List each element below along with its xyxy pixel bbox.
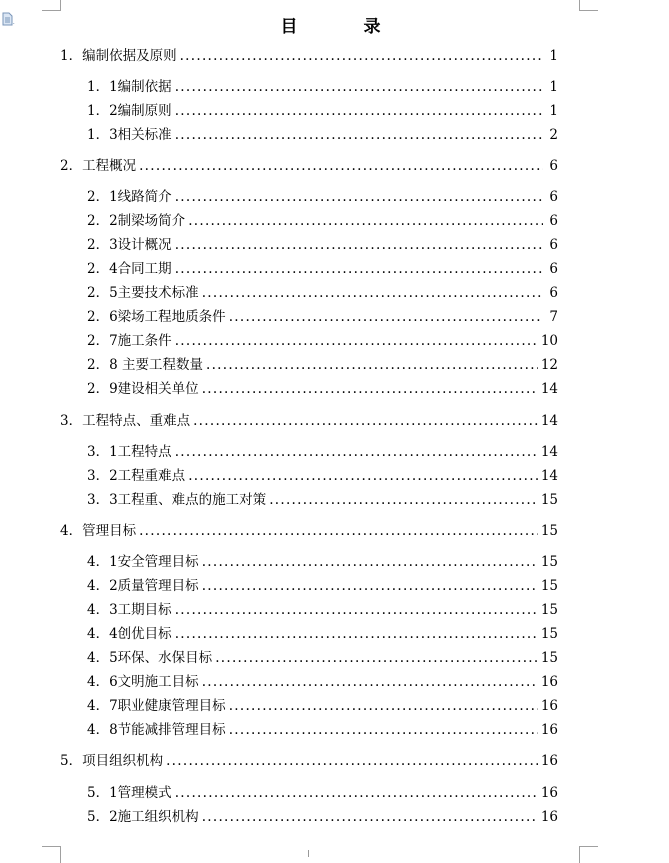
toc-entry-label: 2．2制梁场简介 <box>87 213 186 229</box>
toc-dot-leader <box>175 236 543 254</box>
toc-dot-leader <box>229 308 543 326</box>
toc-entry[interactable] <box>87 697 558 715</box>
toc-dot-leader <box>175 601 538 619</box>
toc-entry-page-number: 6 <box>549 261 558 277</box>
toc-dot-leader <box>202 577 538 595</box>
toc-dot-leader <box>202 553 538 571</box>
toc-entry-page-number: 16 <box>540 674 558 690</box>
toc-dot-leader <box>202 808 538 826</box>
toc-entry-label: 5．1管理模式 <box>87 785 172 801</box>
toc-entry[interactable] <box>87 126 558 144</box>
toc-entry-label: 2．9建设相关单位 <box>87 381 199 397</box>
toc-entry-label: 1．1编制依据 <box>87 79 172 95</box>
toc-dot-leader <box>175 260 543 278</box>
toc-dot-leader <box>175 126 543 144</box>
toc-entry-label: 4．8节能减排管理目标 <box>87 722 226 738</box>
toc-entry-page-number: 14 <box>540 444 558 460</box>
toc-dot-leader <box>175 443 538 461</box>
toc-entry-page-number: 14 <box>540 468 558 484</box>
toc-entry[interactable] <box>87 553 558 571</box>
toc-entry-page-number: 16 <box>540 753 558 769</box>
toc-entry-label: 4．7职业健康管理目标 <box>87 698 226 714</box>
toc-entry[interactable] <box>87 356 558 374</box>
toc-entry-page-number: 10 <box>540 333 558 349</box>
toc-entry[interactable] <box>60 157 558 175</box>
toc-entry[interactable] <box>87 332 558 350</box>
toc-entry-page-number: 6 <box>549 158 558 174</box>
toc-dot-leader <box>229 721 538 739</box>
toc-entry-page-number: 2 <box>549 127 558 143</box>
toc-entry-page-number: 6 <box>549 213 558 229</box>
toc-entry-page-number: 1 <box>549 103 558 119</box>
toc-entry-label: 2．5主要技术标准 <box>87 285 199 301</box>
toc-entry-label: 4．2质量管理目标 <box>87 578 199 594</box>
toc-entry-page-number: 12 <box>540 357 558 373</box>
toc-entry-page-number: 15 <box>540 650 558 666</box>
toc-dot-leader <box>188 212 543 230</box>
toc-entry-label: 2．3设计概况 <box>87 237 172 253</box>
toc-entry-page-number: 6 <box>549 285 558 301</box>
toc-entry[interactable] <box>87 236 558 254</box>
toc-entry-page-number: 16 <box>540 785 558 801</box>
toc-entry-label: 3．3工程重、难点的施工对策 <box>87 492 267 508</box>
toc-entry[interactable] <box>87 673 558 691</box>
toc-entry[interactable] <box>87 625 558 643</box>
toc-entry-page-number: 6 <box>549 189 558 205</box>
toc-dot-leader <box>166 752 538 770</box>
toc-entry[interactable] <box>87 577 558 595</box>
toc-dot-leader <box>215 649 538 667</box>
toc-entry-label: 3．1工程特点 <box>87 444 172 460</box>
toc-entry-label: 4．管理目标 <box>60 523 137 539</box>
toc-entry-page-number: 7 <box>549 309 558 325</box>
toc-entry-label: 2．工程概况 <box>60 158 137 174</box>
toc-entry-label: 3．工程特点、重难点 <box>60 413 191 429</box>
toc-entry[interactable] <box>87 380 558 398</box>
toc-entry[interactable] <box>60 522 558 540</box>
toc-entry[interactable] <box>87 601 558 619</box>
toc-entry-page-number: 1 <box>549 79 558 95</box>
toc-entry-page-number: 16 <box>540 809 558 825</box>
toc-entry[interactable] <box>87 808 558 826</box>
toc-entry-page-number: 15 <box>540 578 558 594</box>
toc-entry[interactable] <box>87 188 558 206</box>
toc-entry[interactable] <box>60 752 558 770</box>
toc-dot-leader <box>175 784 538 802</box>
toc-entry-label: 4．3工期目标 <box>87 602 172 618</box>
toc-dot-leader <box>175 332 538 350</box>
toc-dot-leader <box>202 284 543 302</box>
toc-entry[interactable] <box>87 308 558 326</box>
toc-entry[interactable] <box>87 443 558 461</box>
toc-entry-page-number: 16 <box>540 722 558 738</box>
toc-entry-label: 4．6文明施工目标 <box>87 674 199 690</box>
toc-entry[interactable] <box>87 212 558 230</box>
toc-entry-label: 4．1安全管理目标 <box>87 554 199 570</box>
toc-dot-leader <box>202 673 538 691</box>
toc-entry-label: 2．4合同工期 <box>87 261 172 277</box>
toc-dot-leader <box>175 625 538 643</box>
toc-entry-label: 4．5环保、水保目标 <box>87 650 213 666</box>
toc-dot-leader <box>175 102 543 120</box>
toc-entry-label: 1．编制依据及原则 <box>60 48 177 64</box>
page-footer-mark <box>308 850 309 857</box>
toc-entry-label: 2．1线路简介 <box>87 189 172 205</box>
toc-entry-page-number: 14 <box>540 413 558 429</box>
toc-entry-label: 1．3相关标准 <box>87 127 172 143</box>
toc-dot-leader <box>193 412 538 430</box>
toc-dot-leader <box>139 157 543 175</box>
toc-dot-leader <box>139 522 538 540</box>
toc-entry-page-number: 1 <box>549 48 558 64</box>
toc-dot-leader <box>180 47 543 65</box>
toc-entry[interactable] <box>60 412 558 430</box>
toc-entry[interactable] <box>60 47 558 65</box>
toc-entry[interactable] <box>87 78 558 96</box>
toc-entry-label: 1．2编制原则 <box>87 103 172 119</box>
toc-entry-label: 2．6梁场工程地质条件 <box>87 309 226 325</box>
toc-entry-label: 5．项目组织机构 <box>60 753 164 769</box>
toc-dot-leader <box>202 380 538 398</box>
toc-entry-page-number: 15 <box>540 626 558 642</box>
toc-dot-leader <box>229 697 538 715</box>
toc-entry[interactable] <box>87 649 558 667</box>
toc-entry-page-number: 16 <box>540 698 558 714</box>
toc-entry-page-number: 15 <box>540 602 558 618</box>
toc-entry-label: 4．4创优目标 <box>87 626 172 642</box>
toc-title: 目 录 <box>280 17 411 37</box>
toc-dot-leader <box>175 78 543 96</box>
toc-dot-leader <box>206 356 538 374</box>
toc-entry-label: 2．7施工条件 <box>87 333 172 349</box>
toc-entry-label: 2．8 主要工程数量 <box>87 357 203 373</box>
toc-entry[interactable] <box>87 284 558 302</box>
toc-dot-leader <box>175 188 543 206</box>
toc-dot-leader <box>188 467 538 485</box>
toc-entry[interactable] <box>87 102 558 120</box>
toc-entry-label: 5．2施工组织机构 <box>87 809 199 825</box>
toc-entry[interactable] <box>87 784 558 802</box>
toc-entry[interactable] <box>87 721 558 739</box>
toc-entry-page-number: 14 <box>540 381 558 397</box>
toc-entry-page-number: 15 <box>540 492 558 508</box>
toc-entry[interactable] <box>87 491 558 509</box>
toc-entry[interactable] <box>87 467 558 485</box>
toc-entry-label: 3．2工程重难点 <box>87 468 186 484</box>
toc-entry[interactable] <box>87 260 558 278</box>
toc-dot-leader <box>269 491 538 509</box>
toc-entry-page-number: 15 <box>540 523 558 539</box>
toc-entry-page-number: 6 <box>549 237 558 253</box>
toc-entry-page-number: 15 <box>540 554 558 570</box>
